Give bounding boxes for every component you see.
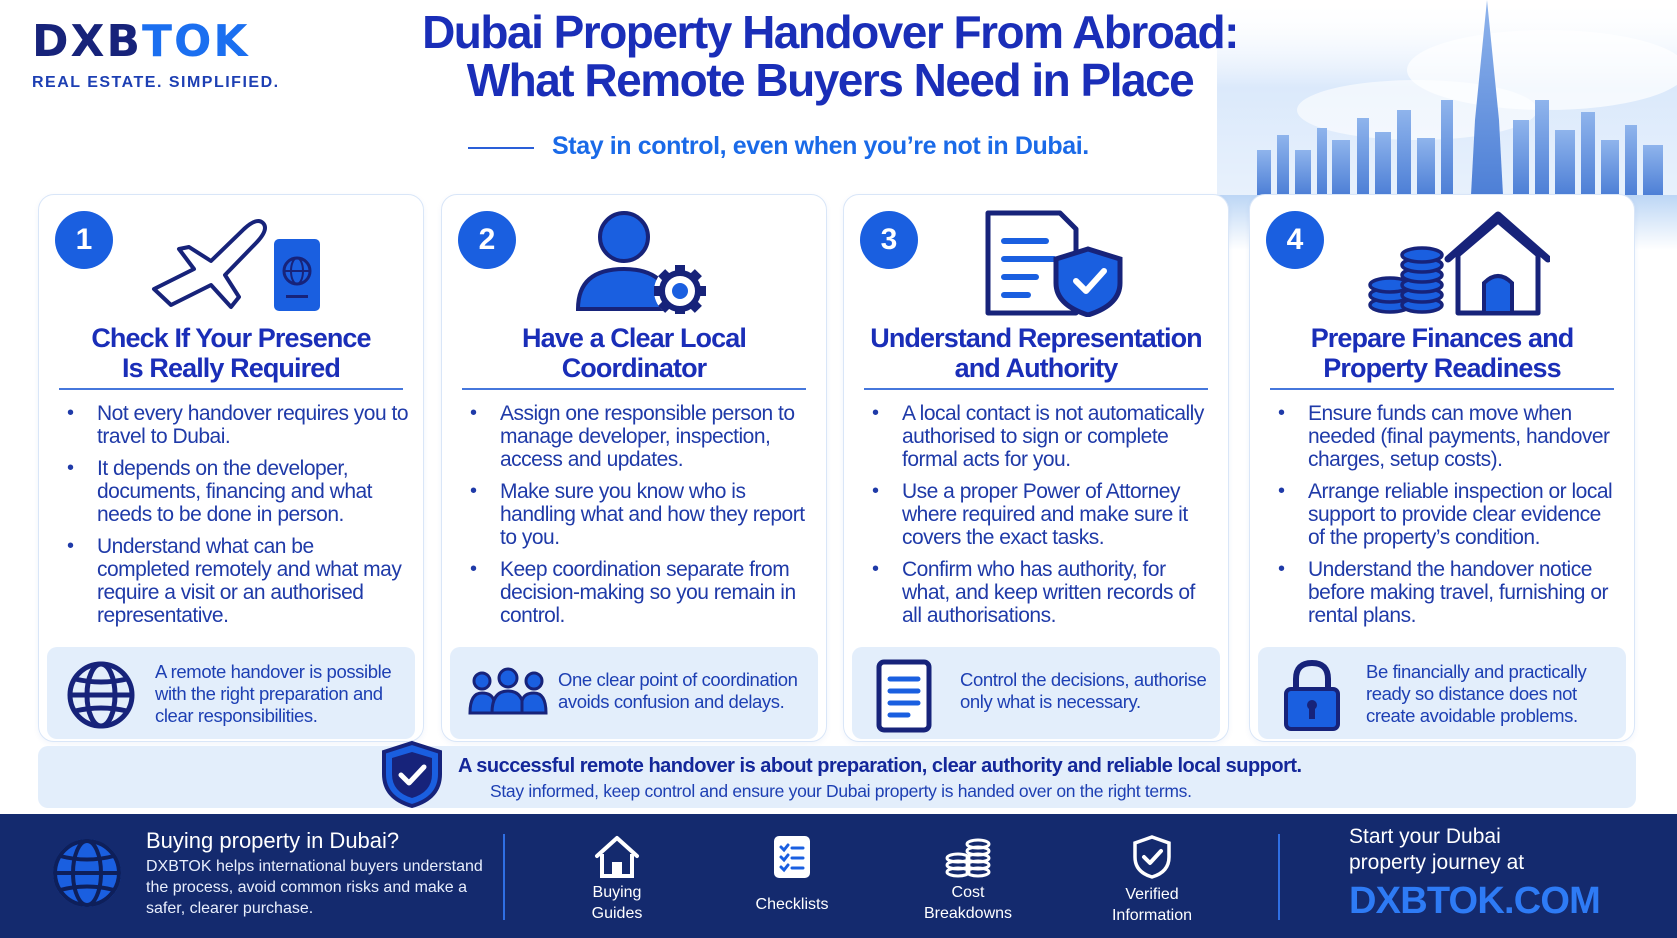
airplane-passport-icon: [149, 209, 329, 319]
tip-box: [852, 647, 1220, 739]
step-badge: 4: [1266, 211, 1324, 269]
logo-dxb: DXB: [32, 16, 142, 67]
footer-divider: [503, 834, 505, 920]
bullet-list: [1270, 393, 1622, 627]
footer-link-cost-breakdowns[interactable]: [903, 834, 1033, 924]
cta-line-1: Start your Dubai: [1349, 825, 1501, 848]
card-title-line-1: Check If Your Presence: [91, 323, 371, 353]
cta-line-2: property journey at: [1349, 851, 1525, 874]
card-divider: [864, 388, 1208, 390]
card-title-line-1: Prepare Finances and: [1310, 323, 1574, 353]
card-authority: [843, 194, 1229, 742]
card-title-line-2: and Authority: [954, 353, 1118, 383]
card-title-line-1: Have a Clear Local: [522, 323, 746, 353]
list-item: • Make sure you know who is handling what and how they report to you.: [462, 480, 814, 549]
footer-link-label: [727, 894, 857, 915]
footer-bar: [0, 814, 1677, 938]
title-line-1: Dubai Property Handover From Abroad:: [422, 6, 1238, 58]
label-line-2: Guides: [591, 905, 643, 922]
footer-link-buying-guides[interactable]: [552, 834, 682, 924]
globe-icon: [65, 659, 137, 736]
website-link[interactable]: DXBTOK.COM: [1349, 880, 1600, 922]
logo-wordmark: [32, 18, 280, 66]
shield-check-icon: [380, 740, 444, 813]
tip-text: One clear point of coordination avoids confusion and delays.: [558, 669, 798, 712]
globe-icon: [50, 836, 124, 915]
person-gear-icon: [572, 209, 722, 319]
footer-link-label: [1087, 884, 1217, 926]
list-item: • Understand what can be completed remotely and what may require a visit or an authorised representative.: [59, 535, 411, 627]
list-item: • Keep coordination separate from decision-making so you remain in control.: [462, 558, 814, 627]
coins-icon: [944, 834, 992, 878]
bullet-list: [59, 393, 411, 627]
shield-check-icon: [1132, 834, 1172, 880]
card-title-line-2: Is Really Required: [122, 353, 340, 383]
logo-tok: TOK: [141, 16, 250, 67]
house-icon: [594, 834, 640, 878]
label-line-1: Verified: [1125, 886, 1179, 903]
list-item: • Ensure funds can move when needed (final payments, handover charges, setup costs).: [1270, 402, 1622, 471]
page-title: [380, 8, 1280, 104]
list-item: • Use a proper Power of Attorney where required and make sure it covers the exact tasks.: [864, 480, 1216, 549]
footer-link-label: [903, 882, 1033, 924]
footer-description: DXBTOK helps international buyers understand the process, avoid common risks and make a safer, clearer purchase.: [146, 858, 483, 917]
step-badge: 2: [458, 211, 516, 269]
title-line-2: What Remote Buyers Need in Place: [466, 54, 1194, 106]
subtitle-divider: [468, 147, 534, 149]
label-line-1: Buying: [592, 884, 642, 901]
card-title-line-1: Understand Representation: [870, 323, 1202, 353]
step-badge: 3: [860, 211, 918, 269]
bullet-list: [864, 393, 1216, 627]
card-divider: [59, 388, 403, 390]
card-title: [442, 323, 826, 383]
card-finances: [1249, 194, 1635, 742]
card-title: [39, 323, 423, 383]
card-coordinator: [441, 194, 827, 742]
label-line-1: Checklists: [755, 896, 829, 913]
summary-subtext: Stay informed, keep control and ensure your Dubai property is handed over on the right terms.: [490, 781, 1192, 801]
footer-link-checklists[interactable]: [727, 834, 857, 915]
card-title: [844, 323, 1228, 383]
bullet-list: [462, 393, 814, 627]
step-badge: 1: [55, 211, 113, 269]
tip-text: Control the decisions, authorise only what is necessary.: [960, 669, 1207, 712]
list-item: • Assign one responsible person to manage developer, inspection, access and updates.: [462, 402, 814, 471]
padlock-icon: [1282, 659, 1342, 738]
footer-link-verified-information[interactable]: [1087, 834, 1217, 926]
card-presence: [38, 194, 424, 742]
coins-house-icon: [1360, 209, 1550, 322]
card-title: [1250, 323, 1634, 383]
card-divider: [462, 388, 806, 390]
brand-logo[interactable]: [32, 18, 280, 92]
checklist-icon: [772, 834, 812, 880]
tip-box: [450, 647, 818, 739]
tip-box: [47, 647, 415, 739]
brand-tagline: REAL ESTATE. SIMPLIFIED.: [32, 74, 280, 91]
summary-banner: [38, 746, 1636, 808]
footer-question: Buying property in Dubai?: [146, 828, 400, 853]
tip-box: [1258, 647, 1626, 739]
label-line-1: Cost: [951, 884, 985, 901]
document-shield-icon: [984, 209, 1124, 322]
tip-text: Be financially and practically ready so distance does not create avoidable problems.: [1366, 661, 1587, 726]
card-title-line-2: Property Readiness: [1323, 353, 1561, 383]
label-line-2: Information: [1111, 907, 1193, 924]
list-item: • It depends on the developer, documents, financing and what needs to be done in person.: [59, 457, 411, 526]
summary-headline: A successful remote handover is about preparation, clear authority and reliable local support.: [458, 755, 1302, 777]
footer-link-label: [552, 882, 682, 924]
card-divider: [1270, 388, 1614, 390]
footer-cta: [1349, 824, 1524, 876]
page-subtitle: Stay in control, even when you’re not in Dubai.: [552, 132, 1089, 160]
footer-divider: [1278, 834, 1280, 920]
list-item: • A local contact is not automatically authorised to sign or complete formal acts for you.: [864, 402, 1216, 471]
list-item: • Understand the handover notice before making travel, furnishing or rental plans.: [1270, 558, 1622, 627]
document-icon: [876, 659, 932, 738]
list-item: • Not every handover requires you to travel to Dubai.: [59, 402, 411, 448]
list-item: • Arrange reliable inspection or local support to provide clear evidence of the property’s condition.: [1270, 480, 1622, 549]
label-line-2: Breakdowns: [923, 905, 1013, 922]
tip-text: A remote handover is possible with the right preparation and clear responsibilities.: [155, 661, 392, 726]
card-title-line-2: Coordinator: [561, 353, 707, 383]
group-icon: [468, 667, 548, 722]
list-item: • Confirm who has authority, for what, and keep written records of all authorisations.: [864, 558, 1216, 627]
